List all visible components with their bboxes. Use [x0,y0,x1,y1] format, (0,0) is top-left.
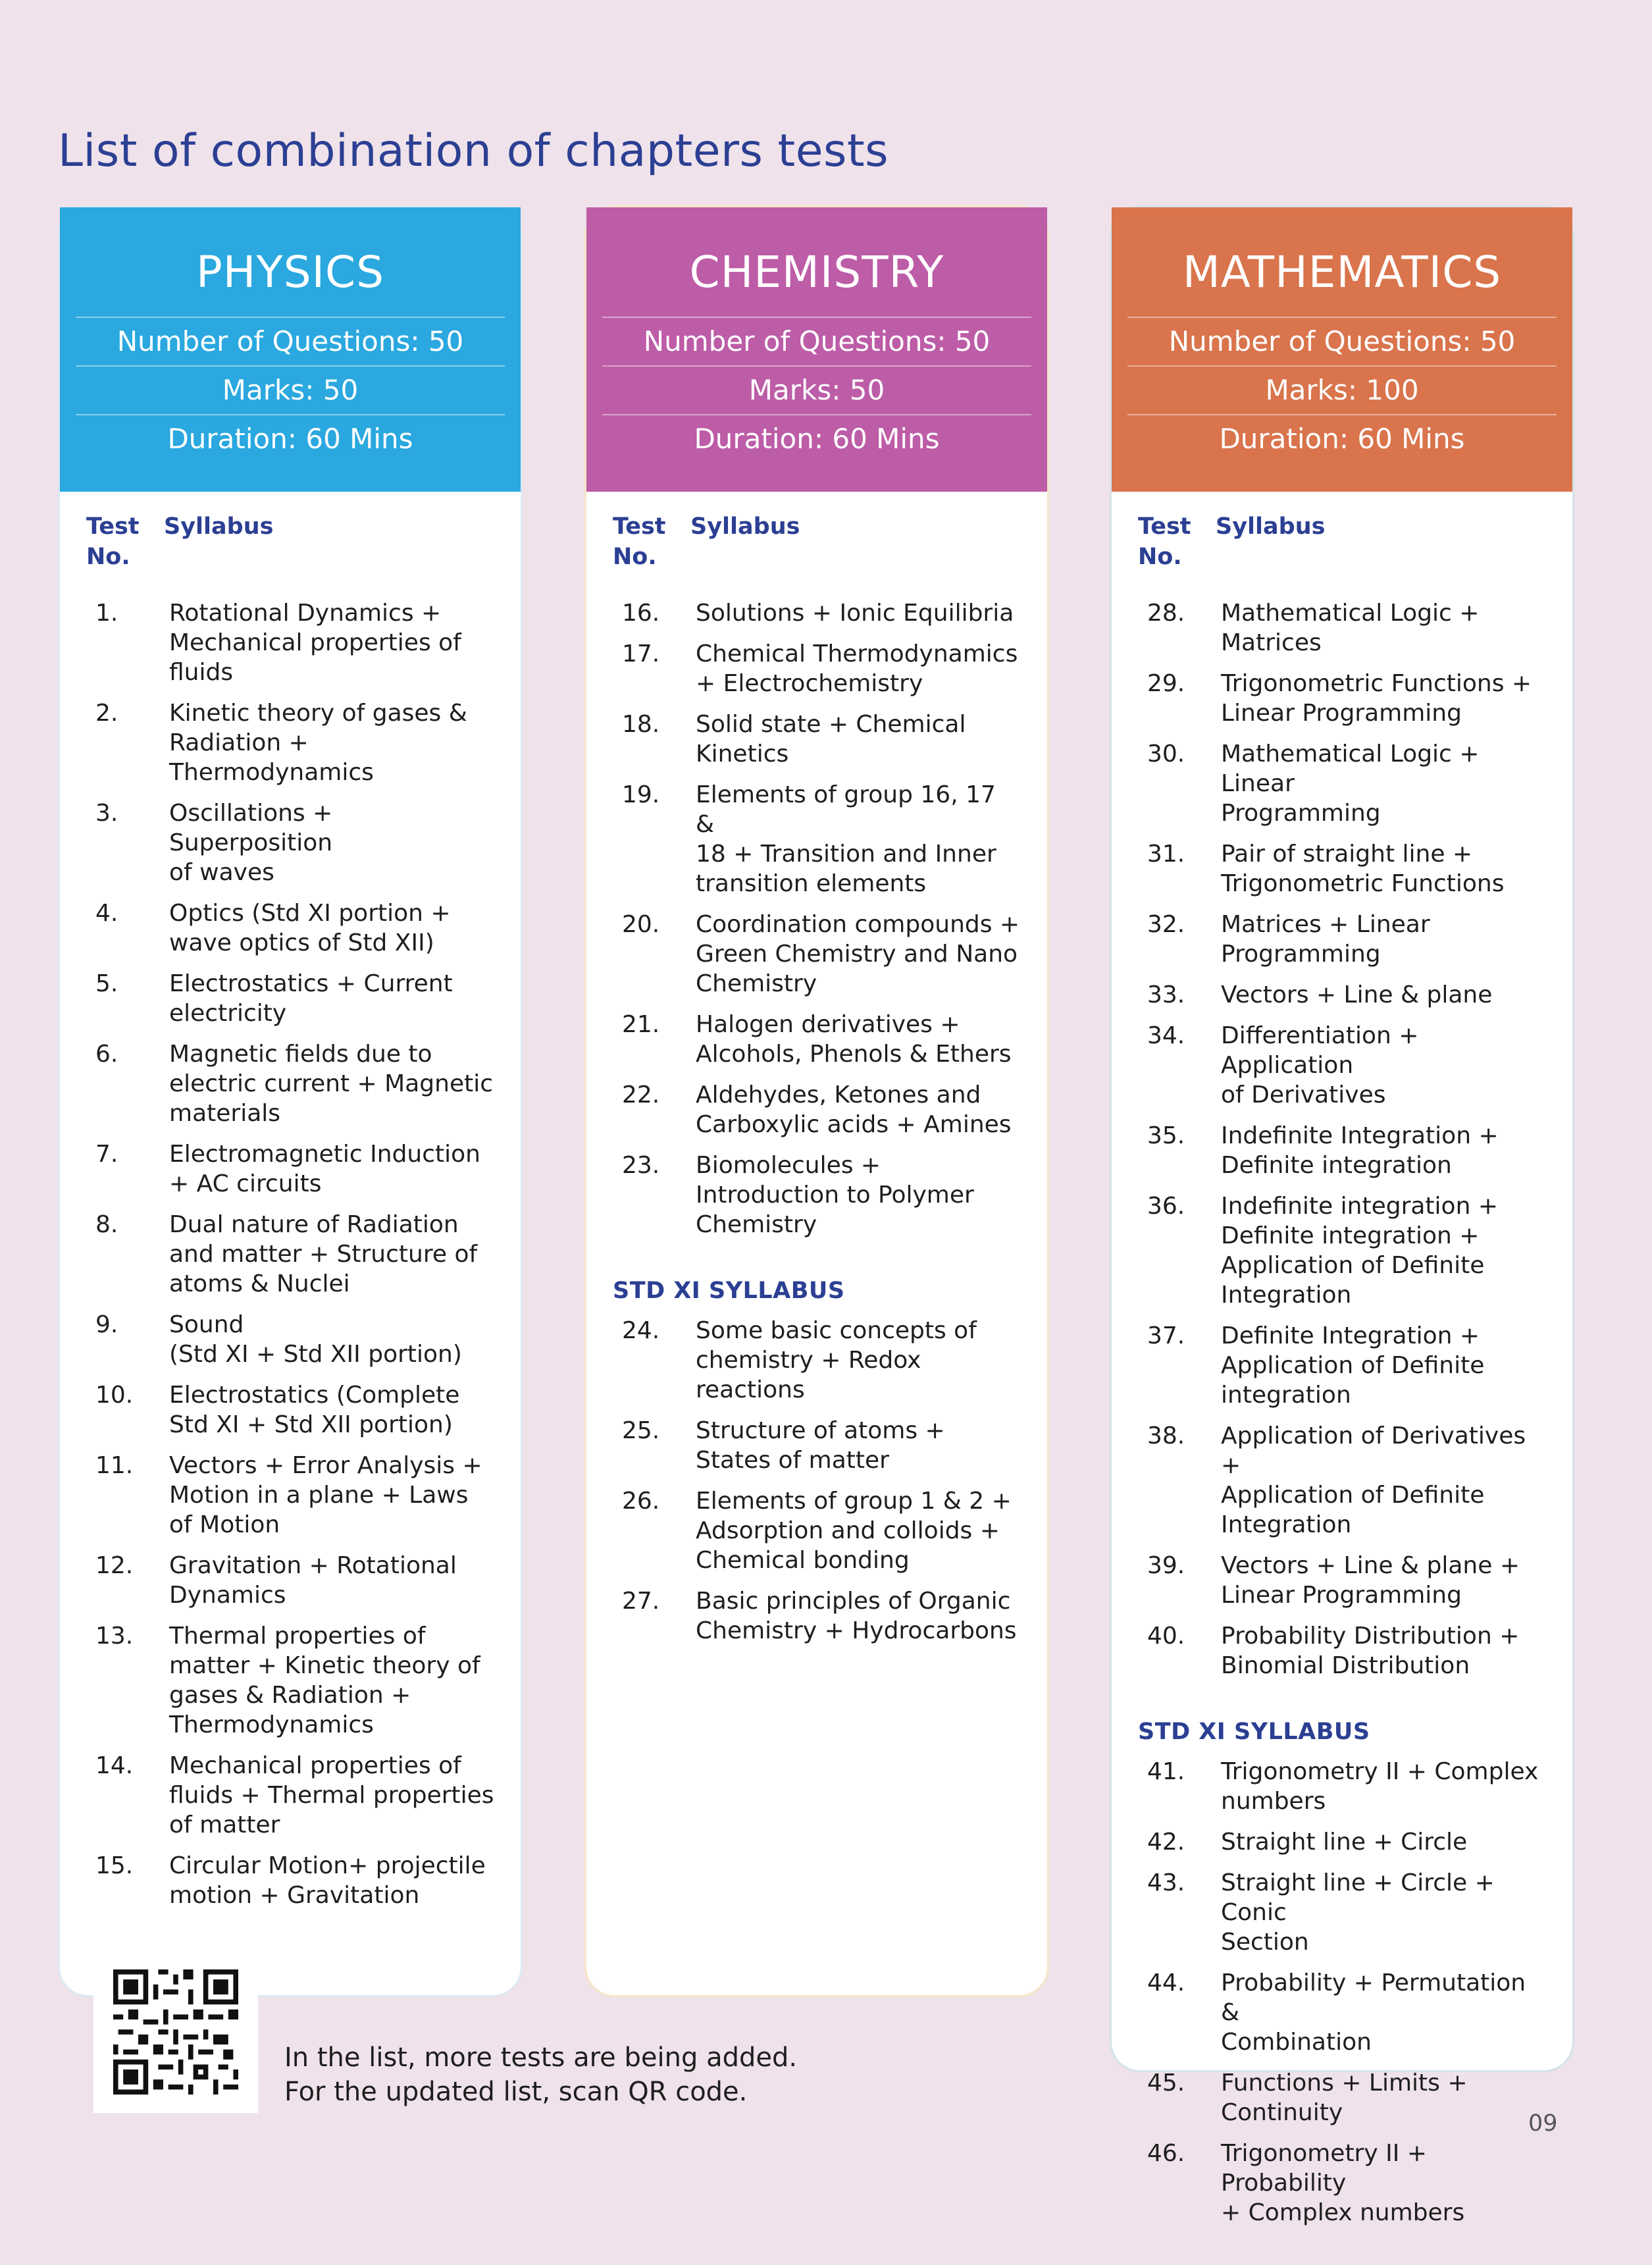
test-syllabus: Elements of group 16, 17 & 18 + Transition and Inner transition elements [696,781,996,897]
test-row [86,898,494,958]
test-syllabus: Vectors + Line & plane + Linear Programming [1221,1552,1520,1609]
test-number: 45. [1147,2070,1185,2096]
test-row [1138,739,1546,828]
test-number: 10. [95,1382,134,1409]
marks: Marks: 100 [1127,365,1557,414]
physics-card [58,205,523,1997]
test-syllabus: Biomolecules + Introduction to Polymer Chemistry [696,1152,974,1238]
mathematics-header [1112,207,1572,492]
test-row [86,1751,494,1840]
test-number: 24. [622,1317,660,1344]
test-row [86,1310,494,1369]
test-number: 20. [622,911,660,938]
test-syllabus: Basic principles of Organic Chemistry + Hydrocarbons [696,1588,1017,1644]
test-row [1138,1121,1546,1180]
test-syllabus: Definite Integration + Application of Definite integration [1221,1322,1485,1409]
test-number: 29. [1147,670,1185,697]
subject-title: PHYSICS [195,247,385,298]
questions-count: Number of Questions: 50 [76,317,505,365]
test-row [613,1416,1021,1475]
duration: Duration: 60 Mins [76,414,505,463]
test-row [86,969,494,1028]
test-number: 28. [1147,600,1185,627]
test-row [1138,1021,1546,1110]
test-row [86,798,494,887]
test-number: 9. [95,1311,118,1338]
test-syllabus: Trigonometry II + Complex numbers [1221,1758,1539,1815]
test-number: 8. [95,1211,118,1238]
marks: Marks: 50 [602,365,1031,414]
test-number: 22. [622,1081,660,1108]
std-xi-test-rows [1138,1757,1546,2227]
test-row [1138,1757,1546,1816]
syllabus-header: Syllabus [164,513,274,540]
test-syllabus: Mathematical Logic + Matrices [1221,600,1480,656]
test-row [613,1151,1021,1239]
qr-code-icon [113,1969,238,2095]
test-syllabus: Halogen derivatives + Alcohols, Phenols & Ethers [696,1011,1012,1068]
test-no-header: Test No. [613,513,666,570]
test-syllabus: Elements of group 1 & 2 + Adsorption and colloids + Chemical bonding [696,1488,1012,1574]
test-row [1138,1868,1546,1957]
test-row [86,1851,494,1910]
test-row [613,1586,1021,1646]
test-syllabus: Sound (Std XI + Std XII portion) [169,1311,462,1368]
test-row [613,910,1021,999]
test-syllabus: Electromagnetic Induction + AC circuits [169,1141,480,1197]
test-number: 36. [1147,1193,1185,1220]
test-row [1138,1321,1546,1410]
test-row [86,698,494,787]
test-syllabus: Thermal properties of matter + Kinetic theory of gases & Radiation + Thermodynamics [169,1623,480,1738]
test-no-header: Test No. [1138,513,1191,570]
test-number: 41. [1147,1758,1185,1785]
test-syllabus: Trigonometry II + Probability + Complex numbers [1221,2140,1465,2226]
test-syllabus: Probability Distribution + Binomial Distribution [1221,1623,1520,1679]
test-number: 6. [95,1041,118,1068]
test-syllabus: Chemical Thermodynamics + Electrochemistry [696,640,1018,697]
syllabus-header: Syllabus [690,513,800,540]
test-number: 26. [622,1488,660,1515]
test-syllabus: Vectors + Line & plane [1221,981,1493,1008]
chemistry-test-list [586,492,1047,1683]
test-row [1138,598,1546,658]
test-number: 31. [1147,841,1185,868]
test-number: 42. [1147,1829,1185,1856]
test-row [613,1010,1021,1069]
test-number: 16. [622,600,660,627]
test-number: 40. [1147,1623,1185,1650]
test-number: 37. [1147,1322,1185,1349]
test-number: 38. [1147,1422,1185,1449]
test-row [1138,1191,1546,1310]
test-number: 4. [95,900,118,927]
test-row [86,1621,494,1740]
test-row [1138,980,1546,1010]
test-syllabus: Solutions + Ionic Equilibria [696,600,1014,627]
chemistry-card [584,205,1049,1997]
test-number: 14. [95,1752,134,1779]
test-syllabus: Electrostatics + Current electricity [169,970,453,1027]
test-syllabus: Probability + Permutation & Combination [1221,1969,1526,2056]
test-row [1138,669,1546,728]
test-syllabus: Some basic concepts of chemistry + Redox reactions [696,1317,977,1403]
test-number: 46. [1147,2140,1185,2167]
test-number: 18. [622,711,660,738]
test-syllabus: Circular Motion+ projectile motion + Gravitation [169,1852,486,1909]
test-syllabus: Gravitation + Rotational Dynamics [169,1552,457,1609]
page-number: 09 [1528,2110,1558,2137]
test-syllabus: Coordination compounds + Green Chemistry and Nano Chemistry [696,911,1020,997]
test-row [86,1039,494,1128]
test-number: 30. [1147,741,1185,768]
page-title: List of combination of chapters tests [58,125,889,177]
test-syllabus: Vectors + Error Analysis + Motion in a plane + Laws of Motion [169,1452,482,1538]
test-syllabus: Indefinite integration + Definite integration + Application of Definite Integration [1221,1193,1498,1309]
test-syllabus: Functions + Limits + Continuity [1221,2070,1468,2126]
test-number: 32. [1147,911,1185,938]
test-number: 33. [1147,981,1185,1008]
test-syllabus: Dual nature of Radiation and matter + Structure of atoms & Nuclei [169,1211,478,1297]
test-number: 39. [1147,1552,1185,1579]
test-number: 13. [95,1623,134,1650]
test-number: 44. [1147,1969,1185,1996]
test-number: 34. [1147,1022,1185,1049]
test-syllabus: Kinetic theory of gases & Radiation + Thermodynamics [169,700,467,786]
test-syllabus: Trigonometric Functions + Linear Programming [1221,670,1532,727]
test-row [613,598,1021,628]
test-row [613,639,1021,698]
test-row [1138,1421,1546,1540]
test-row [613,1080,1021,1139]
test-syllabus: Aldehydes, Ketones and Carboxylic acids + Amines [696,1081,1012,1138]
test-row [613,1316,1021,1405]
test-number: 19. [622,781,660,808]
test-syllabus: Matrices + Linear Programming [1221,911,1430,968]
test-number: 23. [622,1152,660,1179]
duration: Duration: 60 Mins [1127,414,1557,463]
chemistry-header [586,207,1047,492]
test-row [1138,2139,1546,2227]
test-row [1138,910,1546,969]
test-syllabus: Straight line + Circle [1221,1829,1468,1856]
physics-header [60,207,521,492]
test-number: 43. [1147,1869,1185,1896]
test-number: 7. [95,1141,118,1168]
test-row [1138,839,1546,898]
column-headers [613,511,1021,572]
test-row [86,598,494,687]
test-rows [1138,598,1546,1680]
test-syllabus: Solid state + Chemical Kinetics [696,711,966,768]
test-number: 35. [1147,1122,1185,1149]
std-xi-section-label: STD XI SYLLABUS [1138,1719,1370,1745]
test-number: 17. [622,640,660,667]
update-note: In the list, more tests are being added. For the updated list, scan QR code. [284,2043,798,2107]
test-number: 3. [95,800,118,827]
duration: Duration: 60 Mins [602,414,1031,463]
test-number: 1. [95,600,118,627]
test-rows [86,598,494,1910]
questions-count: Number of Questions: 50 [602,317,1031,365]
test-row [86,1210,494,1299]
test-row [1138,1621,1546,1680]
test-row [613,780,1021,898]
subject-title: MATHEMATICS [1182,247,1502,298]
test-syllabus: Mathematical Logic + Linear Programming [1221,741,1480,827]
test-row [86,1139,494,1199]
test-no-header: Test No. [86,513,140,570]
marks: Marks: 50 [76,365,505,414]
test-syllabus: Structure of atoms + States of matter [696,1417,945,1474]
test-syllabus: Magnetic fields due to electric current + Magnetic materials [169,1041,494,1127]
test-row [1138,1827,1546,1857]
test-row [1138,1968,1546,2057]
test-row [86,1451,494,1540]
column-headers [1138,511,1546,572]
test-number: 5. [95,970,118,997]
test-row [1138,1551,1546,1610]
test-syllabus: Application of Derivatives + Application of Definite Integration [1221,1422,1526,1538]
questions-count: Number of Questions: 50 [1127,317,1557,365]
syllabus-header: Syllabus [1216,513,1326,540]
test-row [613,1486,1021,1575]
test-syllabus: Optics (Std XI portion + wave optics of Std XII) [169,900,451,956]
test-syllabus: Differentiation + Application of Derivatives [1221,1022,1419,1108]
test-number: 2. [95,700,118,727]
test-syllabus: Oscillations + Superposition of waves [169,800,333,886]
test-row [86,1380,494,1440]
test-rows [613,598,1021,1239]
test-number: 25. [622,1417,660,1444]
std-xi-section-label: STD XI SYLLABUS [613,1278,845,1304]
test-number: 12. [95,1552,134,1579]
test-row [86,1551,494,1610]
test-syllabus: Straight line + Circle + Conic Section [1221,1869,1495,1956]
test-syllabus: Mechanical properties of fluids + Thermal properties of matter [169,1752,494,1838]
test-row [1138,2068,1546,2127]
qr-code[interactable] [93,1956,258,2113]
test-number: 27. [622,1588,660,1615]
physics-test-list [60,492,521,1948]
test-row [613,710,1021,769]
subject-title: CHEMISTRY [689,247,944,298]
test-number: 15. [95,1852,134,1879]
test-syllabus: Pair of straight line + Trigonometric Functions [1221,841,1505,897]
test-number: 21. [622,1011,660,1038]
test-syllabus: Rotational Dynamics + Mechanical properties of fluids [169,600,461,686]
test-syllabus: Electrostatics (Complete Std XI + Std XII portion) [169,1382,460,1438]
test-syllabus: Indefinite Integration + Definite integration [1221,1122,1499,1179]
std-xi-test-rows [613,1316,1021,1646]
column-headers [86,511,494,572]
mathematics-test-list [1112,492,1572,2265]
test-number: 11. [95,1452,134,1479]
